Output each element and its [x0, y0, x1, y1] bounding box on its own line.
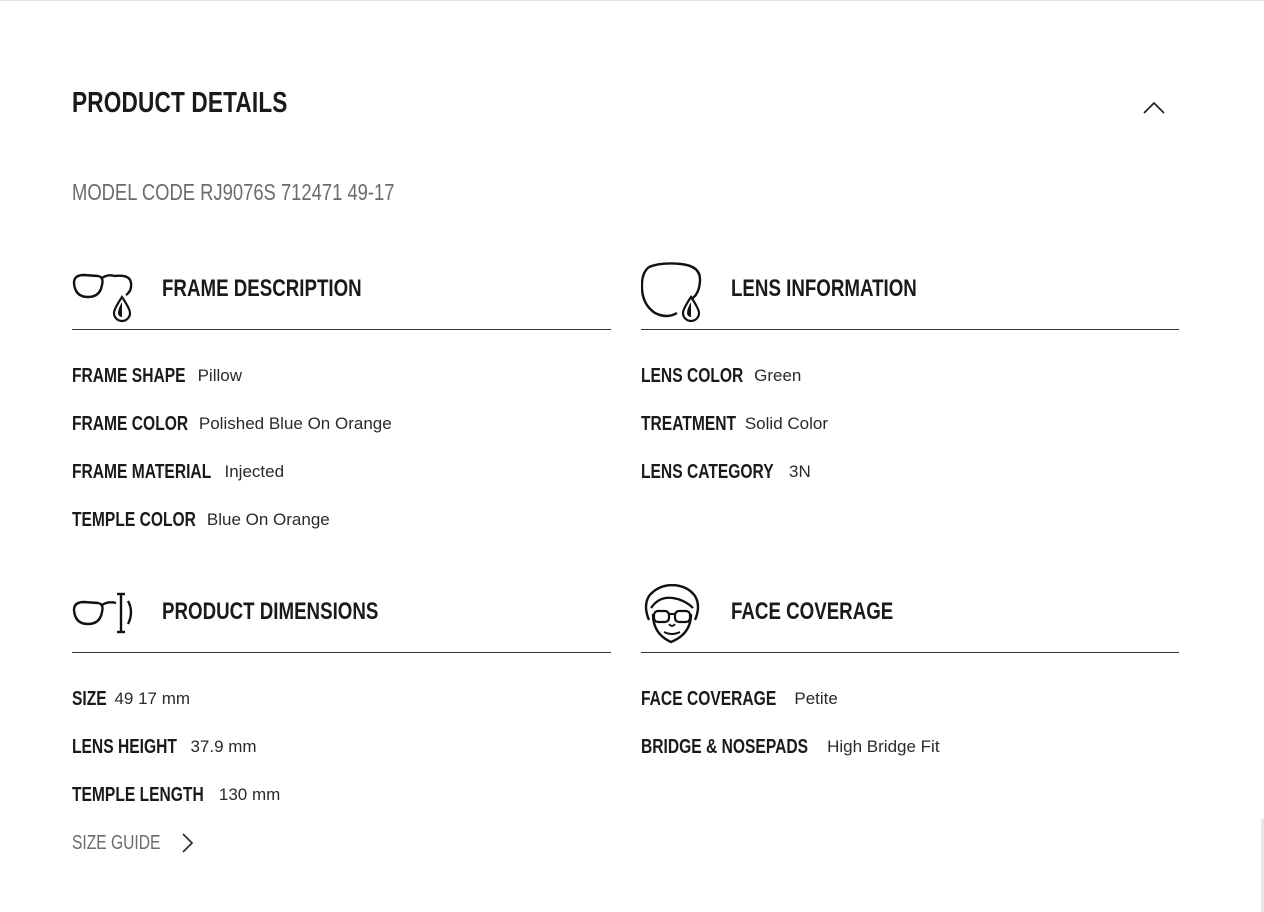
face-coverage-row	[641, 675, 1179, 723]
face-coverage-title: FACE COVERAGE	[731, 598, 894, 625]
chevron-up-icon	[1140, 93, 1168, 121]
row-value: 3N	[789, 462, 811, 481]
frame-material-row	[72, 448, 611, 496]
row-value: Petite	[794, 689, 838, 708]
row-label: TEMPLE COLOR	[72, 508, 196, 531]
product-dimensions-title: PRODUCT DIMENSIONS	[162, 598, 379, 625]
frame-description-title: FRAME DESCRIPTION	[162, 275, 362, 302]
row-value: Blue On Orange	[206, 510, 330, 529]
row-label: LENS CATEGORY	[641, 460, 774, 483]
row-label: FACE COVERAGE	[641, 687, 777, 710]
product-details-header[interactable]	[72, 85, 1182, 125]
lens-category-row	[641, 448, 1179, 496]
collapse-button[interactable]	[1140, 93, 1168, 121]
size-guide-label: SIZE GUIDE	[72, 831, 161, 854]
row-value: Solid Color	[744, 414, 828, 433]
row-label: LENS COLOR	[641, 364, 744, 387]
size-row	[72, 675, 611, 723]
row-label: FRAME MATERIAL	[72, 460, 212, 483]
bridge-nosepads-row	[641, 723, 1179, 771]
row-label: TEMPLE LENGTH	[72, 783, 204, 806]
row-value: 49 17 mm	[114, 689, 191, 708]
product-dimensions-card	[72, 584, 611, 867]
row-value: 37.9 mm	[190, 737, 257, 756]
chevron-right-icon	[179, 832, 195, 854]
lens-drop-icon	[641, 261, 703, 323]
model-code: MODEL CODE RJ9076S 712471 49-17	[72, 179, 395, 205]
row-value: Green	[754, 366, 802, 385]
lens-information-header	[641, 261, 1179, 330]
face-glasses-icon	[641, 584, 703, 646]
frame-color-row	[72, 400, 611, 448]
product-dimensions-header	[72, 584, 611, 653]
row-label: LENS HEIGHT	[72, 735, 177, 758]
row-value: Pillow	[197, 366, 242, 385]
temple-color-row	[72, 496, 611, 544]
glasses-ruler-icon	[72, 584, 134, 646]
row-label: BRIDGE & NOSEPADS	[641, 735, 809, 758]
row-value: 130 mm	[218, 785, 281, 804]
row-label: TREATMENT	[641, 412, 737, 435]
frame-shape-row	[72, 352, 611, 400]
face-coverage-card	[641, 584, 1179, 771]
lens-height-row	[72, 723, 611, 771]
lens-information-card	[641, 261, 1179, 496]
sunglasses-drop-icon	[72, 261, 134, 323]
frame-description-header	[72, 261, 611, 330]
section-title: PRODUCT DETAILS	[72, 87, 288, 119]
row-value: High Bridge Fit	[827, 737, 940, 756]
lens-color-row	[641, 352, 1179, 400]
frame-description-card	[72, 261, 611, 544]
temple-length-row	[72, 771, 611, 819]
row-value: Injected	[224, 462, 285, 481]
row-value: Polished Blue On Orange	[198, 414, 392, 433]
row-label: FRAME COLOR	[72, 412, 189, 435]
lens-information-title: LENS INFORMATION	[731, 275, 917, 302]
size-guide-link[interactable]	[72, 819, 611, 867]
row-label: SIZE	[72, 687, 107, 710]
treatment-row	[641, 400, 1179, 448]
face-coverage-header	[641, 584, 1179, 653]
row-label: FRAME SHAPE	[72, 364, 186, 387]
